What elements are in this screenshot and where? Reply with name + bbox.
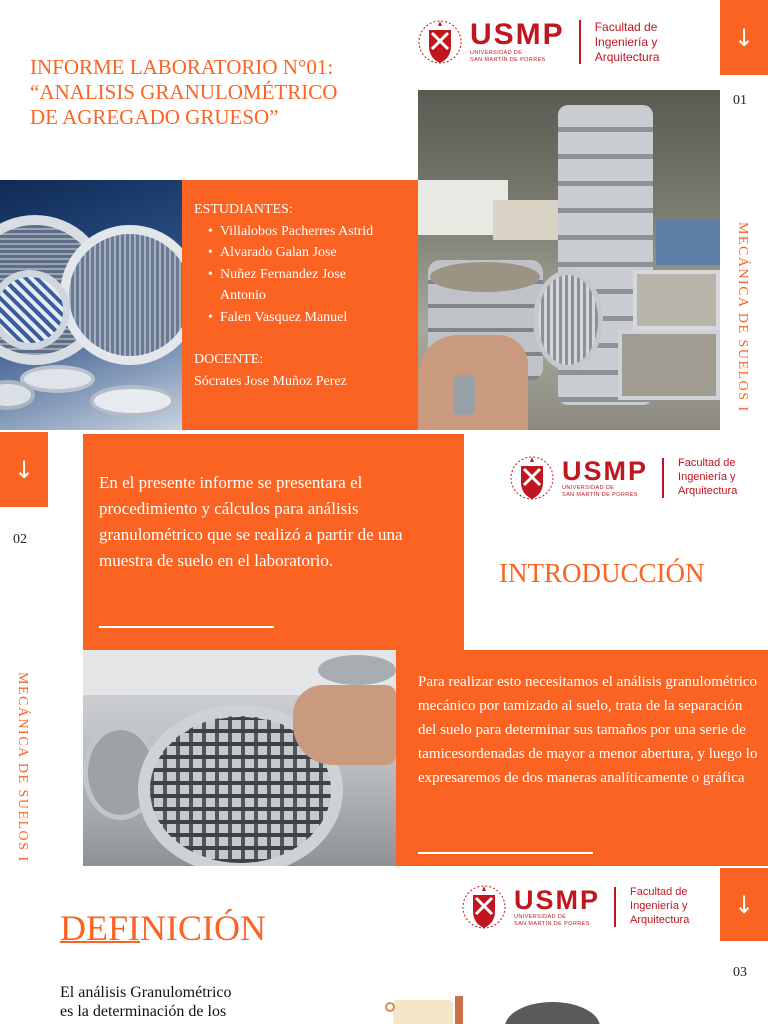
usmp-brand: USMP bbox=[470, 18, 565, 52]
definition-heading bbox=[60, 906, 266, 950]
usmp-seal-icon bbox=[510, 456, 554, 500]
arrow-down-icon: ↓ bbox=[13, 455, 35, 484]
course-label-vertical: MECÁNICA DE SUELOS I bbox=[735, 222, 750, 413]
students-box bbox=[182, 180, 418, 430]
students-list bbox=[194, 221, 418, 329]
student-item: • Villalobos Pacherres Astrid bbox=[194, 221, 418, 243]
cover-title-line1: INFORME LABORATORIO N°01: bbox=[30, 55, 334, 79]
faculty-name bbox=[595, 20, 660, 65]
cover-title-line3: DE AGREGADO GRUESO” bbox=[30, 105, 279, 129]
usmp-university-line2: SAN MARTÍN DE PORRES bbox=[562, 491, 638, 498]
intro-summary-text: En el presente informe se presentara el procedimiento y cálculos para análisis granulométrico que se realizó a partir de una muestra de suelo en el laboratorio. bbox=[99, 473, 403, 570]
faculty-line2: Ingeniería y bbox=[594, 34, 658, 49]
intro-page bbox=[0, 432, 768, 866]
faculty-line2: Ingeniería y bbox=[678, 471, 736, 484]
definition-heading-underlined: DEFI bbox=[60, 908, 140, 948]
page-number: 02 bbox=[13, 532, 27, 547]
usmp-brand: USMP bbox=[562, 455, 649, 486]
intro-summary-box bbox=[83, 434, 464, 650]
definition-text bbox=[60, 983, 232, 1021]
faculty-line3: Arquitectura bbox=[678, 484, 738, 497]
logo-divider bbox=[579, 20, 581, 64]
student-item: • Falen Vasquez Manuel bbox=[194, 307, 418, 329]
faculty-line1: Facultad de bbox=[630, 886, 688, 899]
teacher-label: DOCENTE: bbox=[194, 352, 264, 367]
page-number: 03 bbox=[733, 965, 747, 980]
faculty-line2: Ingeniería y bbox=[630, 900, 688, 913]
usmp-university-line2: SAN MARTÍN DE PORRES bbox=[514, 920, 590, 927]
notebook-illustration bbox=[385, 996, 475, 1024]
definition-heading-rest: NICIÓN bbox=[140, 908, 266, 948]
body-underline bbox=[418, 852, 593, 854]
faculty-line1: Facultad de bbox=[594, 19, 658, 34]
usmp-university-line1: UNIVERSIDAD DE bbox=[470, 50, 523, 57]
usmp-university-line1: UNIVERSIDAD DE bbox=[562, 484, 615, 491]
sieves-photo-left bbox=[0, 180, 182, 430]
cover-title bbox=[30, 55, 410, 130]
page-number: 01 bbox=[733, 93, 747, 108]
usmp-logo bbox=[462, 880, 689, 934]
summary-underline bbox=[99, 626, 274, 628]
sieve-shaking-photo bbox=[83, 650, 396, 866]
cover-title-line2: “ANALISIS GRANULOMÉTRICO bbox=[30, 80, 338, 104]
intro-body-text: Para realizar esto necesitamos el análisis granulométrico mecánico por tamizado al suelo, trata de la separación del suelo para determinar sus tamaños por una serie de tamicesordenadas de mayor a menor abertura, y luego lo expresaremos de dos maneras analíticamente o gráfica bbox=[418, 674, 758, 786]
arrow-down-box bbox=[720, 0, 768, 75]
faculty-name bbox=[678, 457, 737, 498]
definition-text-line1: El análisis Granulométrico bbox=[60, 984, 232, 1001]
usmp-seal-icon bbox=[418, 20, 462, 64]
arrow-down-box bbox=[720, 868, 768, 941]
cover-page bbox=[0, 0, 768, 430]
lab-sieves-photo bbox=[418, 90, 720, 430]
teacher-name: Sócrates Jose Muñoz Perez bbox=[194, 373, 347, 389]
faculty-line3: Arquitectura bbox=[594, 49, 660, 64]
arrow-down-box bbox=[0, 432, 48, 507]
usmp-logo bbox=[418, 12, 659, 72]
student-item: • Alvarado Galan Jose bbox=[194, 242, 418, 264]
logo-divider bbox=[614, 887, 616, 927]
faculty-name bbox=[630, 886, 689, 927]
student-item: • Nuñez Fernandez Jose Antonio bbox=[194, 264, 384, 307]
usmp-university-line1: UNIVERSIDAD DE bbox=[514, 913, 567, 920]
faculty-line3: Arquitectura bbox=[630, 913, 690, 926]
usmp-university-line2: SAN MARTÍN DE PORRES bbox=[470, 57, 546, 63]
usmp-seal-icon bbox=[462, 885, 506, 929]
definition-text-line2: es la determinación de los bbox=[60, 1003, 227, 1020]
definition-page bbox=[0, 868, 768, 1024]
intro-heading: INTRODUCCIÓN bbox=[499, 558, 705, 588]
usmp-brand: USMP bbox=[514, 884, 601, 915]
intro-body-box bbox=[396, 650, 768, 866]
faculty-line1: Facultad de bbox=[678, 457, 736, 470]
bowl-illustration bbox=[505, 1002, 600, 1024]
arrow-down-icon: ↓ bbox=[733, 890, 755, 919]
logo-divider bbox=[662, 458, 664, 498]
usmp-logo bbox=[510, 452, 737, 504]
arrow-down-icon: ↓ bbox=[733, 23, 755, 52]
course-label-vertical: MECÁNICA DE SUELOS I bbox=[15, 672, 30, 863]
students-label: ESTUDIANTES: bbox=[194, 202, 293, 217]
